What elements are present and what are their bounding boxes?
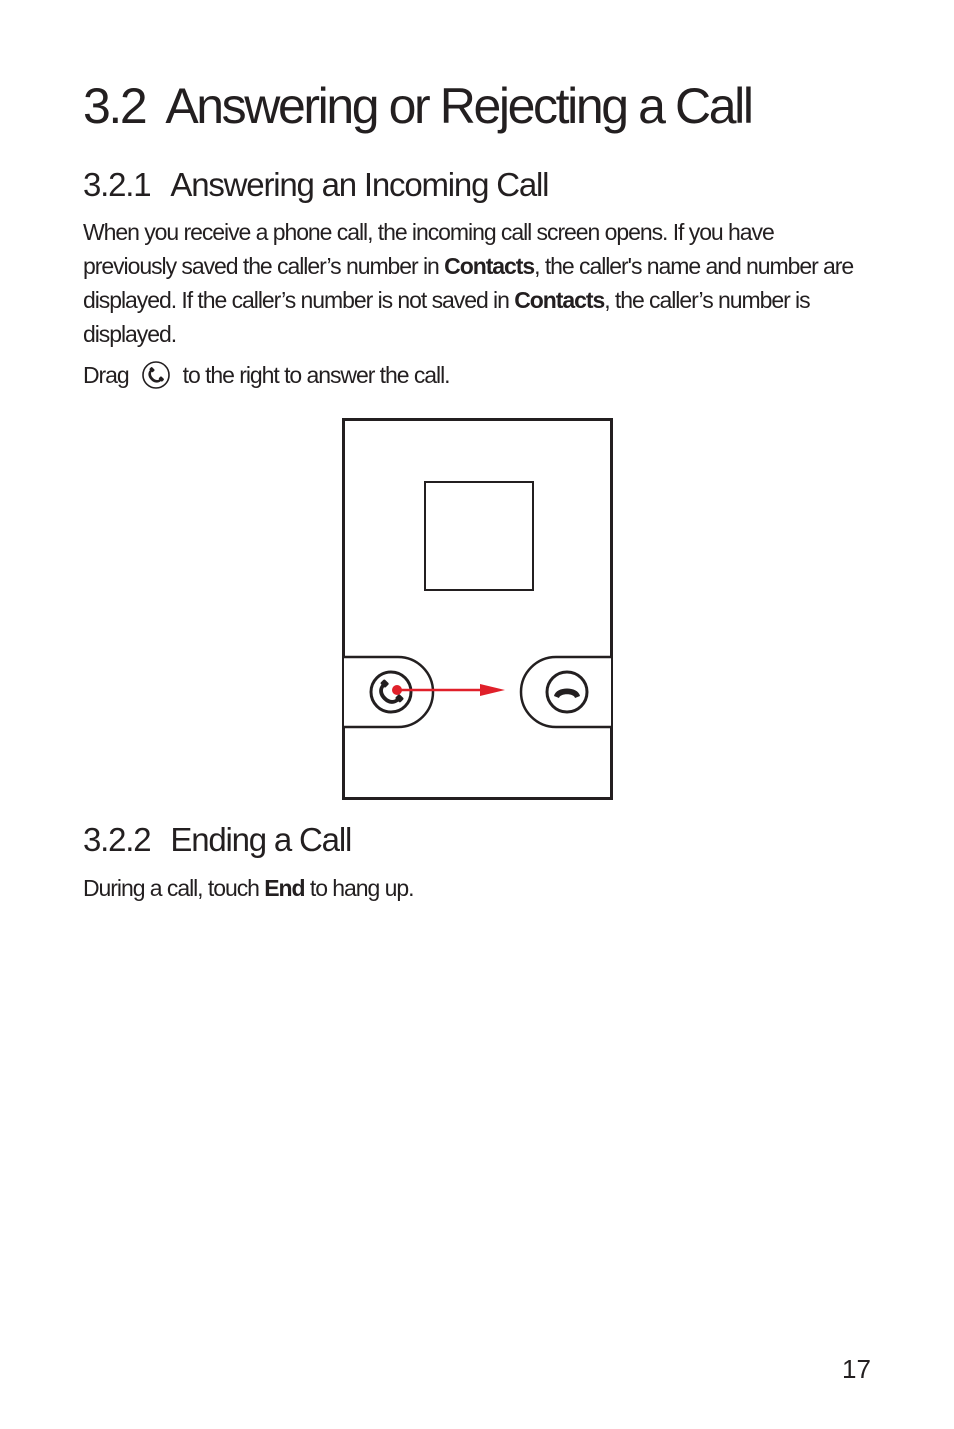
subsection-number: 3.2.2 bbox=[83, 821, 151, 858]
paragraph-line: displayed. If the caller’s number is not saved in bbox=[83, 287, 515, 313]
phone-screen-frame bbox=[344, 420, 612, 799]
answer-slider-handle[interactable] bbox=[344, 657, 433, 727]
incoming-call-screen-illustration bbox=[342, 418, 613, 800]
incoming-call-paragraph bbox=[83, 215, 853, 351]
drag-word: Drag bbox=[83, 362, 129, 388]
section-number: 3.2 bbox=[83, 78, 146, 134]
end-term: End bbox=[264, 875, 305, 901]
drag-instruction bbox=[83, 358, 450, 392]
paragraph-line: , the caller’s number is bbox=[604, 287, 810, 313]
caller-photo-placeholder bbox=[425, 482, 533, 590]
subsection-title: Ending a Call bbox=[170, 821, 352, 858]
subsection-heading-ending bbox=[83, 820, 351, 860]
phone-screen-diagram bbox=[342, 418, 613, 800]
paragraph-line: When you receive a phone call, the incoming call screen opens. If you have bbox=[83, 219, 774, 245]
paragraph-text: During a call, touch bbox=[83, 875, 265, 901]
paragraph-line: displayed. bbox=[83, 321, 177, 347]
subsection-number: 3.2.1 bbox=[83, 166, 151, 203]
paragraph-line: , the caller's name and number are bbox=[534, 253, 854, 279]
contacts-term: Contacts bbox=[514, 287, 605, 313]
drag-instruction-text: to the right to answer the call. bbox=[182, 362, 450, 388]
paragraph-line: previously saved the caller’s number in bbox=[83, 253, 445, 279]
answer-call-icon bbox=[141, 360, 171, 390]
page-number: 17 bbox=[842, 1354, 871, 1384]
contacts-term: Contacts bbox=[444, 253, 535, 279]
subsection-heading-answering bbox=[83, 165, 548, 205]
subsection-title: Answering an Incoming Call bbox=[170, 166, 549, 203]
section-heading bbox=[83, 76, 752, 136]
paragraph-text: to hang up. bbox=[304, 875, 414, 901]
ending-call-paragraph bbox=[83, 871, 413, 905]
section-title: Answering or Rejecting a Call bbox=[165, 78, 752, 134]
